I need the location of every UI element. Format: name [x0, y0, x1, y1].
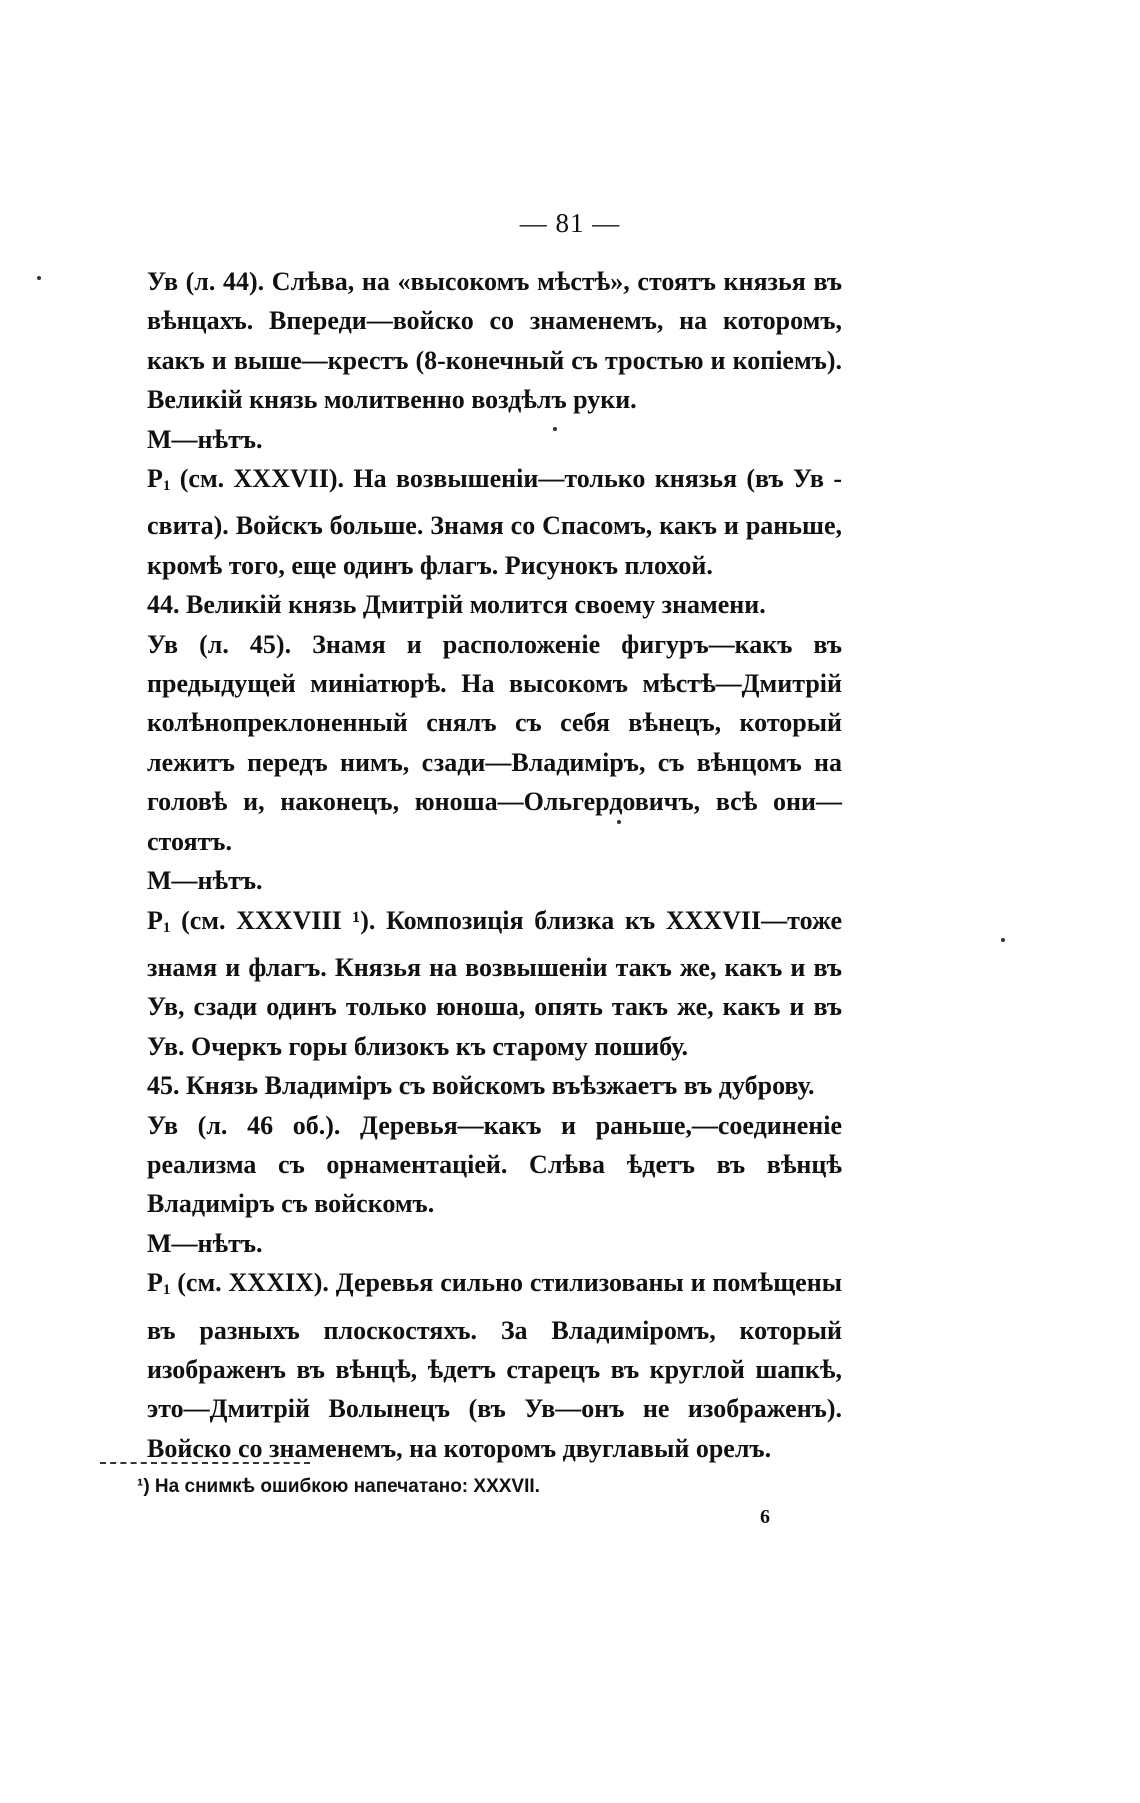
manuscript-siglum: Ув [147, 629, 178, 659]
paragraph-text: (л. 45). Знамя и расположеніе фигуръ—какъ въ предыдущей миніатюрѣ. На высокомъ мѣстѣ—Дмитрій колѣнопреклоненный снялъ съ себя вѣнецъ, который лежитъ передъ нимъ, сзади—Владиміръ, съ вѣнцомъ на головѣ и, наконецъ, юноша—Ольгердовичъ, всѣ они—стоятъ. [147, 629, 842, 856]
manuscript-siglum: Р [147, 464, 163, 494]
paragraph-text: 44. Великій князь Дмитрій молится своему знамени. [147, 590, 766, 620]
paragraph-text: (см. XXXVII). На возвышеніи—только князья (въ Ув - свита). Войскъ больше. Знамя со Спасомъ, какъ и раньше, кромѣ того, еще одинъ флагъ. Рисунокъ плохой. [147, 464, 842, 580]
siglum-subscript: 1 [162, 478, 171, 495]
paragraph [147, 1224, 842, 1263]
section-heading [147, 585, 842, 624]
page-number: — 81 — [519, 208, 621, 238]
footnote: ¹) На снимкѣ ошибкою напечатано: XXXVII. [137, 1476, 540, 1497]
paragraph-text: —нѣтъ. [171, 1228, 263, 1258]
manuscript-siglum: М [147, 1228, 172, 1258]
manuscript-siglum: Ув [147, 267, 178, 296]
paragraph-text: —нѣтъ. [171, 866, 263, 896]
footnote-rule [100, 1462, 310, 1464]
siglum-subscript: 1 [162, 1282, 171, 1299]
paragraph [147, 420, 842, 459]
paragraph [147, 625, 842, 861]
manuscript-siglum: Р [147, 1268, 163, 1298]
speck-mark [1001, 938, 1005, 942]
paragraph-text: (см. XXXVIII ¹). Композиція близка къ XXXVII—тоже знамя и флагъ. Князья на возвышеніи такъ же, какъ и въ Ув, сзади одинъ только юноша, опять такъ же, какъ и въ Ув. Очеркъ горы близокъ къ старому пошибу. [147, 905, 842, 1061]
paragraph-text: (л. 44). Слѣва, на «высокомъ мѣстѣ», стоятъ князья въ вѣнцахъ. Впереди—войско со знаменемъ, на которомъ, какъ и выше—крестъ (8-конечный съ тростью и копіемъ). Великій князь молитвенно воздѣлъ руки. [147, 267, 842, 415]
paragraph-text: (см. XXXIX). Деревья сильно стилизованы и помѣщены въ разныхъ плоскостяхъ. За Владиміромъ, который изображенъ въ вѣнцѣ, ѣдетъ старецъ въ круглой шапкѣ, это—Дмитрій Волынецъ (въ Ув—онъ не изображенъ). Войско со знаменемъ, на которомъ двуглавый орелъ. [147, 1268, 842, 1463]
speck-mark [37, 276, 41, 280]
paragraph [147, 1106, 842, 1224]
paragraph [147, 459, 842, 585]
paragraph [147, 262, 842, 420]
manuscript-siglum: Р [147, 905, 163, 935]
section-heading [147, 1066, 842, 1105]
manuscript-siglum: Ув [147, 1110, 178, 1140]
paragraph [147, 901, 842, 1067]
paragraph-text: —нѣтъ. [171, 424, 263, 454]
paragraph [147, 1263, 842, 1468]
sheet-signature: 6 [760, 1506, 770, 1528]
paragraph [147, 861, 842, 900]
paragraph-text: 45. Князь Владиміръ съ войскомъ въѣзжаетъ въ дуброву. [147, 1071, 815, 1101]
paragraph-text: (л. 46 об.). Деревья—какъ и раньше,—соединеніе реализма съ орнаментаціей. Слѣва ѣдетъ въ вѣнцѣ Владиміръ съ войскомъ. [147, 1110, 842, 1219]
manuscript-siglum: М [147, 866, 172, 896]
siglum-subscript: 1 [162, 919, 171, 936]
manuscript-siglum: М [147, 424, 172, 454]
main-text [147, 262, 842, 1468]
